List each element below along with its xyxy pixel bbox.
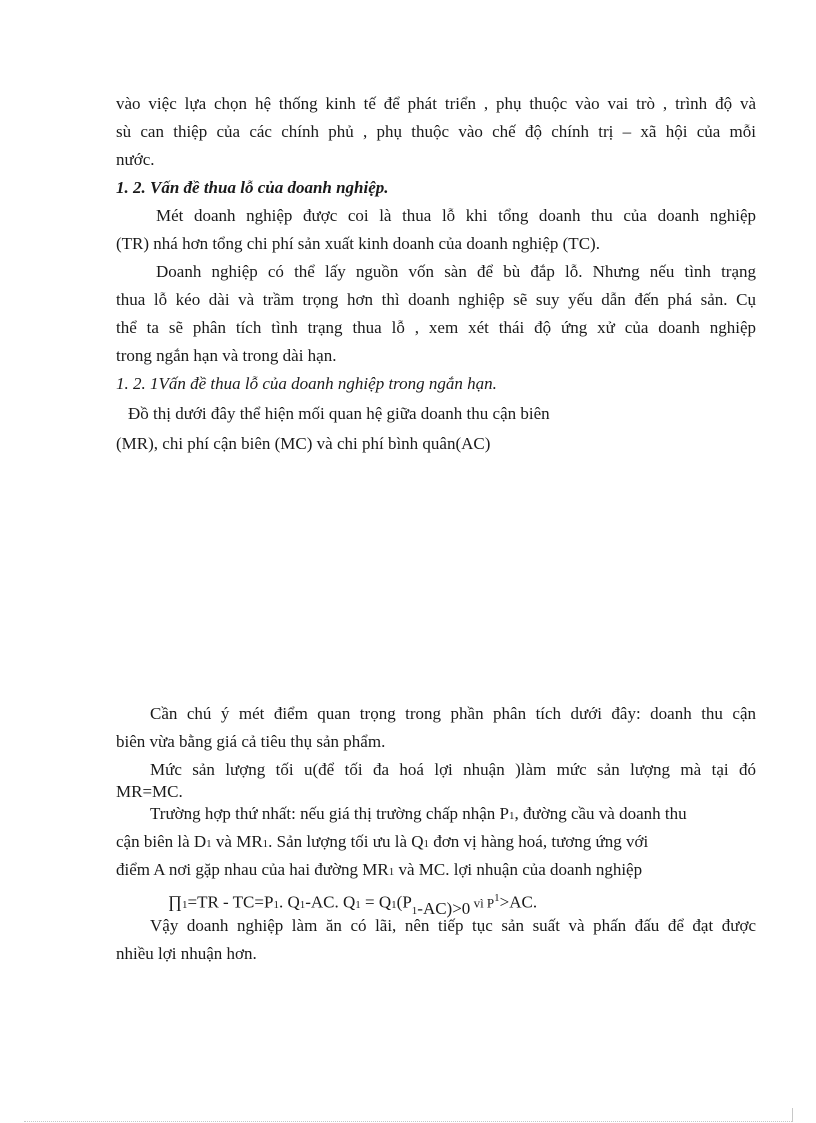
subscript: 1 xyxy=(391,898,397,911)
subscript: 1 xyxy=(509,810,515,822)
paragraph-line: thể ta sẽ phân tích tình trạng thua lỗ , xem xét thái độ ứng xử của doanh nghiệp xyxy=(116,318,756,337)
paragraph-line: Cần chú ý mét điểm quan trọng trong phần phân tích dưới đây: doanh thu cận xyxy=(150,704,756,723)
superscript: 1 xyxy=(494,892,500,904)
subscript: 1 xyxy=(388,866,395,878)
paragraph-line: vào việc lựa chọn hệ thống kinh tế để phát triển , phụ thuộc vào vai trò , trình độ và xyxy=(116,94,756,113)
paragraph-line: sù can thiệp của các chính phủ , phụ thuộc vào chế độ chính trị – xã hội của mỗi xyxy=(116,122,756,141)
paragraph-line: nhiều lợi nhuận hơn. xyxy=(116,944,257,963)
figure-placeholder xyxy=(116,466,756,696)
text-run: và MC. lợi nhuận của doanh nghiệp xyxy=(394,860,643,879)
formula-part: . Q xyxy=(278,892,300,912)
text-run: và MR xyxy=(211,832,263,851)
subscript: 1 xyxy=(299,898,306,911)
pi-symbol: ∏ xyxy=(168,892,182,912)
subscript: 1 xyxy=(182,898,188,911)
paragraph-line: Vậy doanh nghiệp làm ăn có lãi, nên tiếp tục sản suất và phấn đấu để đạt được xyxy=(150,916,756,935)
section-heading: 1. 2. Vấn đề thua lỗ của doanh nghiệp. xyxy=(116,178,389,197)
subscript: 1 xyxy=(262,838,269,850)
paragraph-line: (MR), chi phí cận biên (MC) và chi phí bình quân(AC) xyxy=(116,434,491,453)
text-run: điểm A nơi gặp nhau của hai đường MR xyxy=(116,860,389,879)
paragraph-line: biên vừa bằng giá cả tiêu thụ sản phẩm. xyxy=(116,732,386,751)
formula-part: vì P xyxy=(470,895,495,911)
paragraph-line: Mức sản lượng tối u(để tối đa hoá lợi nhuận )làm mức sản lượng mà tại đó xyxy=(150,760,756,779)
paragraph-line: MR=MC. xyxy=(116,782,183,801)
footer-divider xyxy=(24,1121,792,1122)
formula-part: -AC)>0 xyxy=(417,898,471,918)
formula-part: (P xyxy=(396,892,412,912)
subscript: 1 xyxy=(411,904,418,917)
formula-part: >AC. xyxy=(499,892,538,912)
profit-formula xyxy=(168,888,538,918)
text-run: đơn vị hàng hoá, tương ứng với xyxy=(429,832,649,851)
paragraph-line: nước. xyxy=(116,150,155,169)
text-run: . Sản lượng tối ưu là Q xyxy=(268,832,424,851)
paragraph-line xyxy=(150,804,756,826)
formula-part: = Q xyxy=(360,892,392,912)
paragraph-line xyxy=(116,832,756,854)
subscript: 1 xyxy=(355,898,361,911)
subscript: 1 xyxy=(423,838,430,850)
formula-part: =TR - TC=P xyxy=(187,892,274,912)
paragraph-line: trong ngắn hạn và trong dài hạn. xyxy=(116,346,337,365)
footer-corner-mark xyxy=(792,1108,793,1122)
text-run: cận biên là D xyxy=(116,832,207,851)
paragraph-line: Mét doanh nghiệp được coi là thua lỗ khi tổng doanh thu của doanh nghiệp xyxy=(156,206,756,225)
subsection-heading: 1. 2. 1Vấn đề thua lỗ của doanh nghiệp trong ngắn hạn. xyxy=(116,374,497,393)
subscript: 1 xyxy=(206,838,212,850)
formula-part: -AC. Q xyxy=(305,892,356,912)
subscript: 1 xyxy=(273,898,279,911)
paragraph-line: (TR) nhá hơn tổng chi phí sản xuất kinh doanh của doanh nghiệp (TC). xyxy=(116,234,600,253)
text-run: , đường cầu và doanh thu xyxy=(514,804,687,823)
paragraph-line: thua lỗ kéo dài và trầm trọng hơn thì doanh nghiệp sẽ suy yếu dẫn đến phá sản. Cụ xyxy=(116,290,756,309)
formula-drop xyxy=(412,899,471,918)
text-run: Trường hợp thứ nhất: nếu giá thị trường chấp nhận P xyxy=(150,804,510,823)
paragraph-line: Doanh nghiệp có thể lấy nguồn vốn sàn để bù đắp lỗ. Nhưng nếu tình trạng xyxy=(156,262,756,281)
paragraph-line: Đồ thị dưới đây thể hiện mối quan hệ giữa doanh thu cận biên xyxy=(128,404,550,423)
paragraph-line xyxy=(116,860,642,882)
